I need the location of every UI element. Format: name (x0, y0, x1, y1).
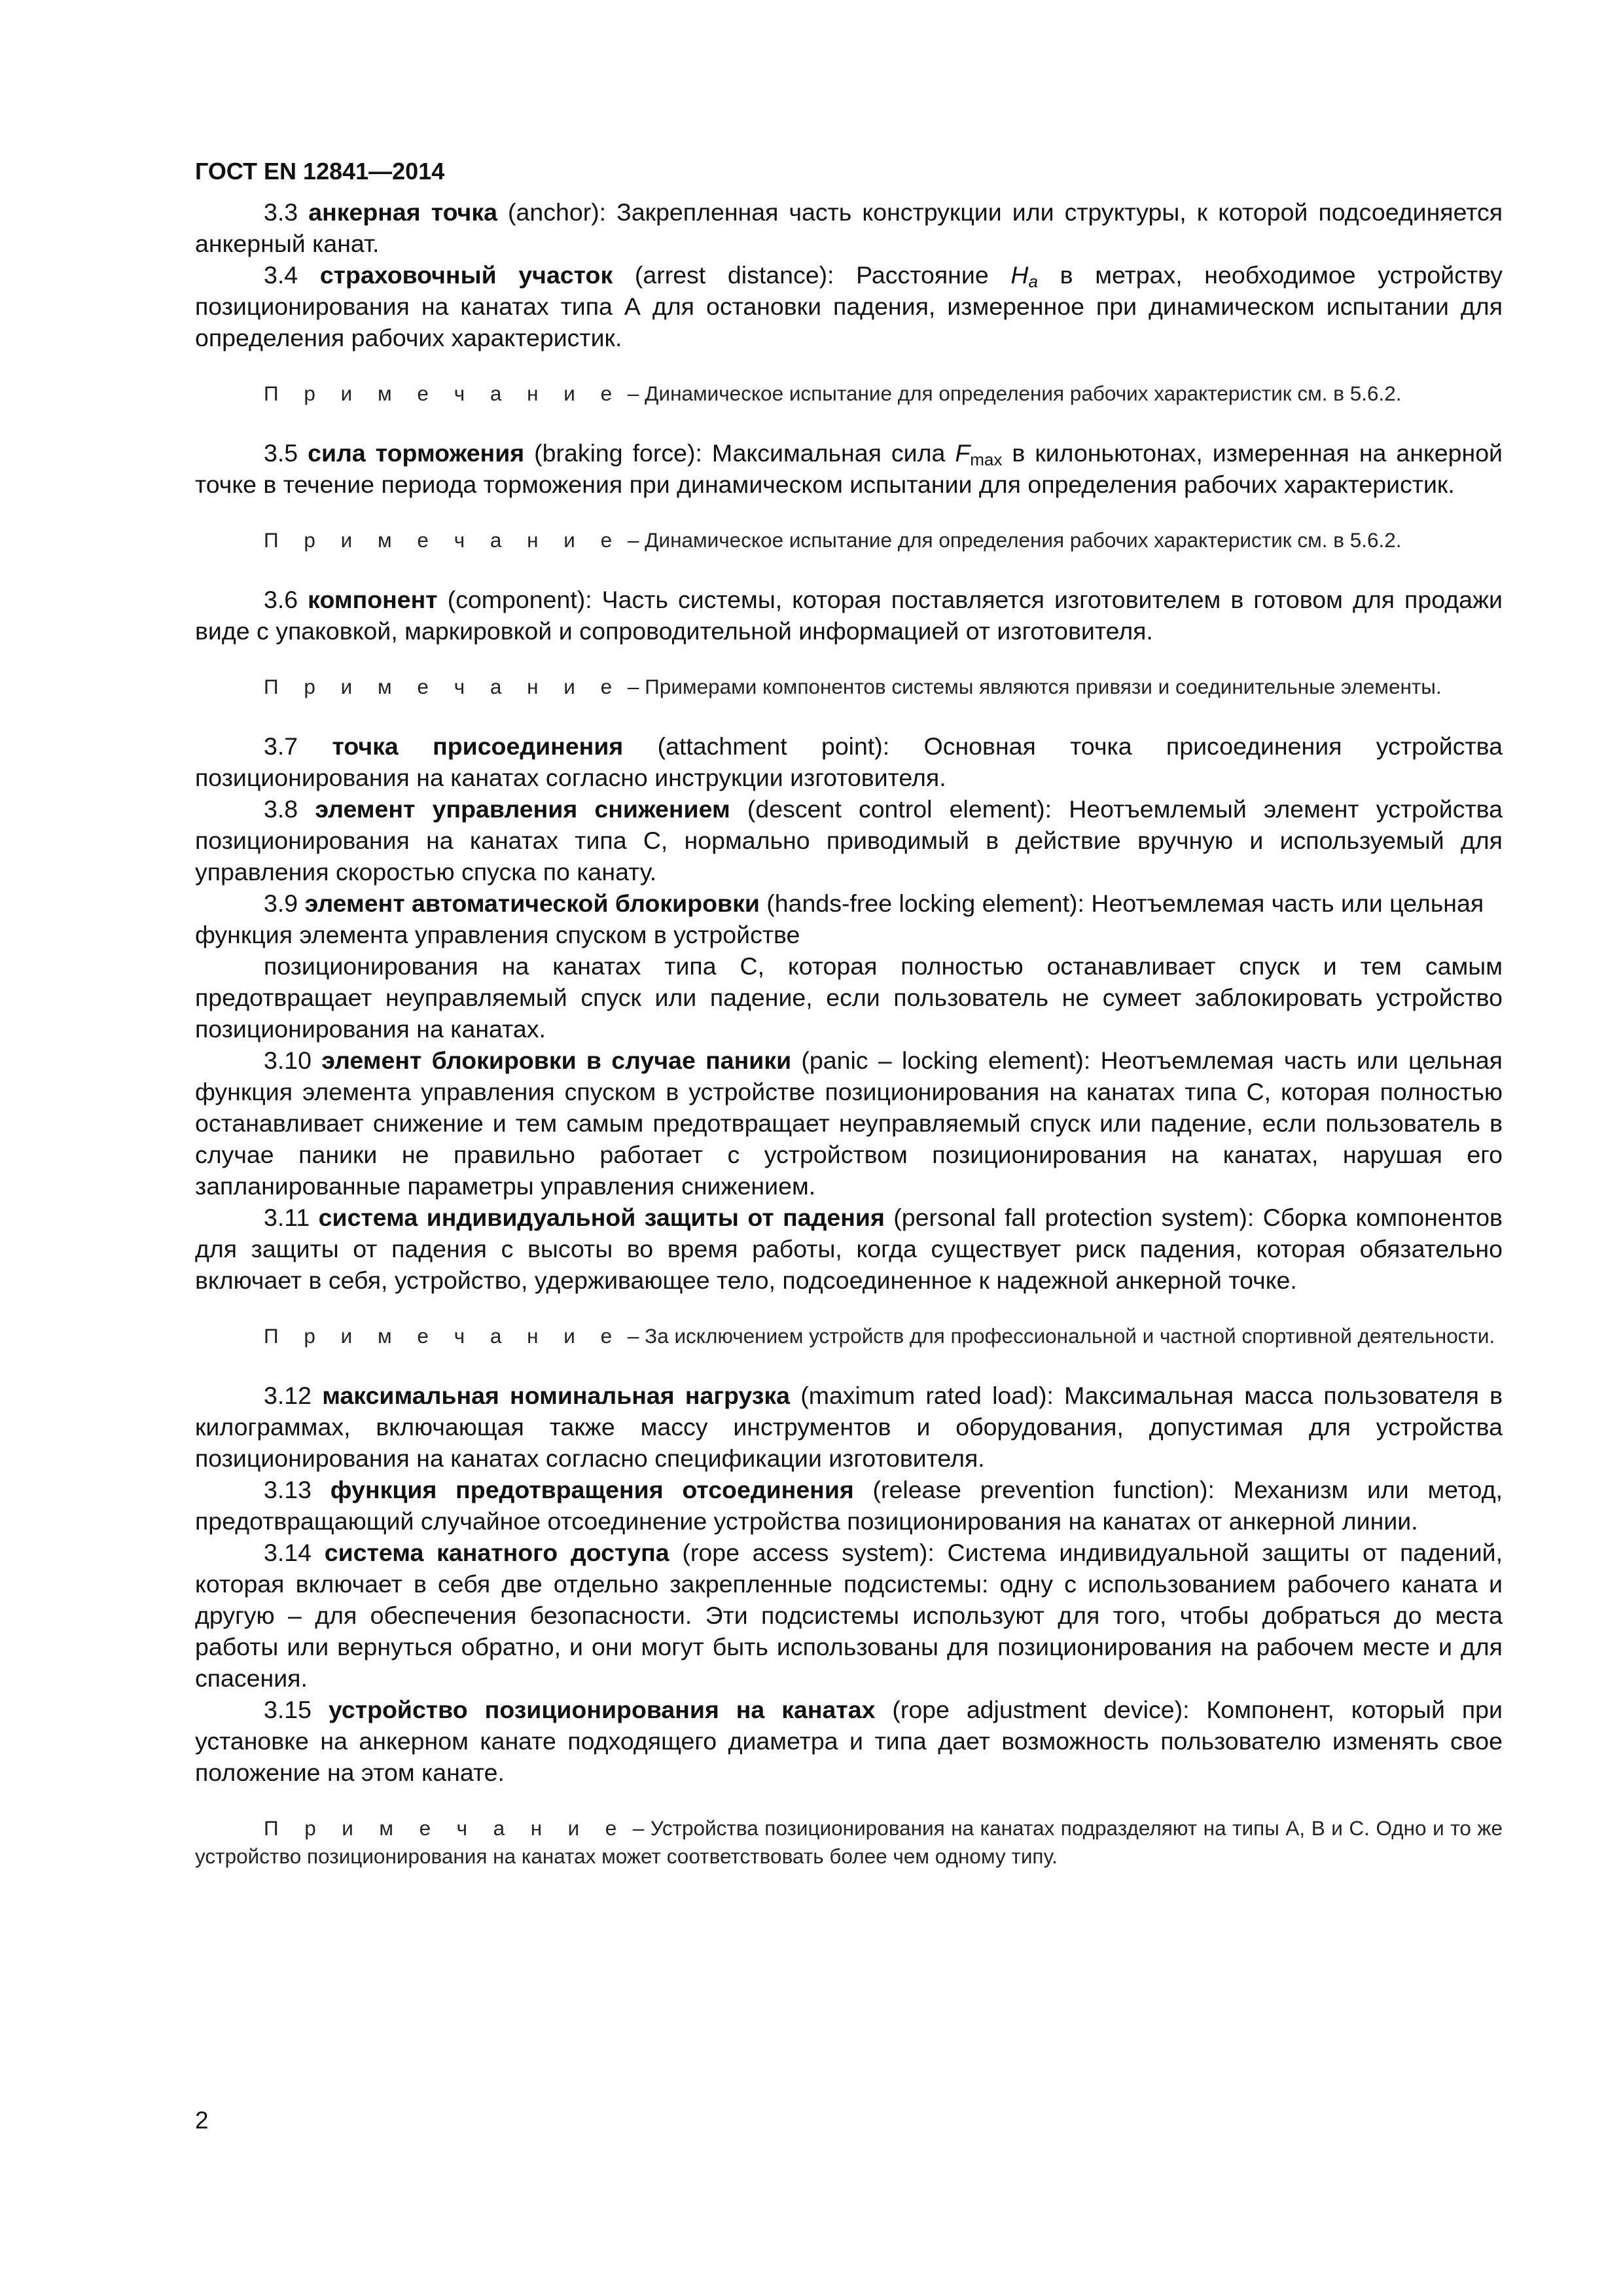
definition-text: (rope adjustment device): Компонент, который при установке на анкерном канате подходящего диаметра и типа дает возможность пользователю изменять свое положение на этом канате. (195, 1696, 1503, 1786)
note-label: П р и м е ч а н и е (264, 382, 622, 405)
definition-term: система канатного доступа (324, 1539, 669, 1566)
definition-text: в метрах, необходимое устройству позиционирования на канатах типа А для остановки падения, измеренное при динамическом испытании для определения рабочих характеристик. (195, 261, 1503, 351)
definition-term: элемент блокировки в случае паники (321, 1047, 792, 1074)
definition-3-15 (195, 1694, 1503, 1788)
definition-term: компонент (308, 586, 438, 613)
note (195, 1322, 1503, 1350)
definition-3-8 (195, 793, 1503, 888)
note (195, 673, 1503, 701)
definitions-body (195, 196, 1503, 1871)
note (195, 380, 1503, 408)
definition-text: (component): Часть системы, которая поставляется изготовителем в готовом для продажи виде с упаковкой, маркировкой и сопроводительной информацией от изготовителя. (195, 586, 1503, 645)
definition-number: 3.13 (264, 1476, 312, 1503)
note-text: – Динамическое испытание для определения рабочих характеристик см. в 5.6.2. (622, 382, 1402, 405)
definition-3-9-continuation: позиционирования на канатах типа С, которая полностью останавливает спуск и тем самым предотвращает неуправляемый спуск или падение, если пользователь не сумеет заблокировать устройство позиционирования на канатах. (195, 952, 1503, 1043)
definition-term: элемент управления снижением (315, 795, 730, 823)
definition-3-13 (195, 1474, 1503, 1537)
definition-3-6 (195, 584, 1503, 647)
definition-term: элемент автоматической блокировки (304, 889, 760, 917)
note-label: П р и м е ч а н и е (264, 1324, 622, 1348)
definition-number: 3.11 (264, 1204, 310, 1231)
note-label: П р и м е ч а н и е (264, 528, 622, 552)
definition-number: 3.3 (264, 198, 298, 226)
note (195, 1814, 1503, 1871)
definition-number: 3.15 (264, 1696, 312, 1723)
note-text: – Примерами компонентов системы являются привязи и соединительные элементы. (622, 675, 1442, 698)
definition-3-3 (195, 196, 1503, 259)
definition-3-14 (195, 1537, 1503, 1694)
definition-term: устройство позиционирования на канатах (328, 1696, 876, 1723)
definition-number: 3.4 (264, 261, 298, 289)
definition-number: 3.9 (264, 889, 298, 917)
definition-text: (rope access system): Система индивидуальной защиты от падений, которая включает в себя две отдельно закрепленные подсистемы: одну с использованием рабочего каната и другую – для обеспечения безопасности. Эти подсистемы используют для того, чтобы добраться до места работы или вернуться обратно, и они могут быть использованы для позиционирования на рабочем месте и для спасения. (195, 1539, 1503, 1692)
definition-3-9 (195, 888, 1503, 950)
definition-number: 3.7 (264, 732, 298, 760)
symbol-variable: H (1010, 261, 1029, 289)
definition-term: функция предотвращения отсоединения (330, 1476, 854, 1503)
definition-text: (personal fall protection system): Сборка компонентов для защиты от падения с высоты во время работы, когда существует риск падения, которая обязательно включает в себя, устройство, удерживающее тело, подсоединенное к надежной анкерной точке. (195, 1204, 1503, 1294)
definition-text: в килоньютонах, измеренная на анкерной точке в течение периода торможения при динамическом испытании для определения рабочих характеристик. (195, 439, 1503, 498)
definition-3-11 (195, 1202, 1503, 1296)
standard-header: ГОСТ EN 12841—2014 (195, 158, 445, 185)
definition-text: (panic – locking element): Неотъемлемая часть или цельная функция элемента управления спуском в устройстве позиционирования на канатах типа С, которая полностью останавливает снижение и тем самым предотвращает неуправляемый спуск или падение, если пользователь в случае паники не правильно работает с устройством позиционирования на канатах, нарушая его запланированные параметры управления снижением. (195, 1047, 1503, 1200)
definition-text: (descent control element): Неотъемлемый элемент устройства позиционирования на канатах типа С, нормально приводимый в действие вручную и используемый для управления скоростью спуска по канату. (195, 795, 1503, 886)
definition-term: точка присоединения (332, 732, 624, 760)
symbol-subscript: max (970, 450, 1003, 469)
definition-text: (hands-free locking element): Неотъемлемая часть или цельная функция элемента управления спуском в устройстве (195, 889, 1484, 948)
symbol-variable: F (955, 439, 971, 467)
note (195, 526, 1503, 554)
page-number: 2 (195, 2107, 209, 2134)
definition-term: сила торможения (308, 439, 525, 467)
definition-term: страховочный участок (319, 261, 613, 289)
definition-number: 3.12 (264, 1382, 312, 1409)
symbol-subscript: a (1028, 272, 1038, 291)
note-label: П р и м е ч а н и е (264, 1816, 627, 1840)
definition-number: 3.6 (264, 586, 298, 613)
definition-number: 3.5 (264, 439, 298, 467)
definition-text: (arrest distance): Расстояние (613, 261, 1011, 289)
definition-term: анкерная точка (308, 198, 497, 226)
definition-term: максимальная номинальная нагрузка (322, 1382, 791, 1409)
definition-3-12 (195, 1380, 1503, 1474)
definition-text: (attachment point): Основная точка присоединения устройства позиционирования на канатах согласно инструкции изготовителя. (195, 732, 1503, 791)
note-text: – Устройства позиционирования на канатах подразделяют на типы А, В и С. Одно и то же устройство позиционирования на канатах может соответствовать более чем одному типу. (195, 1816, 1503, 1868)
definition-text: (braking force): Максимальная сила (524, 439, 955, 467)
note-text: – За исключением устройств для профессиональной и частной спортивной деятельности. (622, 1324, 1495, 1348)
definition-text: (anchor): Закрепленная часть конструкции или структуры, к которой подсоединяется анкерный канат. (195, 198, 1503, 257)
definition-text: (release prevention function): Механизм или метод, предотвращающий случайное отсоединение устройства позиционирования на канатах от анкерной линии. (195, 1476, 1503, 1535)
definition-number: 3.8 (264, 795, 298, 823)
definition-number: 3.10 (264, 1047, 312, 1074)
definition-text: (maximum rated load): Максимальная масса пользователя в килограммах, включающая также массу инструментов и оборудования, допустимая для устройства позиционирования на канатах согласно спецификации изготовителя. (195, 1382, 1503, 1472)
note-text: – Динамическое испытание для определения рабочих характеристик см. в 5.6.2. (622, 528, 1402, 552)
note-label: П р и м е ч а н и е (264, 675, 622, 698)
definition-3-4 (195, 259, 1503, 353)
definition-3-10 (195, 1045, 1503, 1202)
definition-number: 3.14 (264, 1539, 312, 1566)
definition-3-7 (195, 730, 1503, 793)
definition-term: система индивидуальной защиты от падения (318, 1204, 885, 1231)
definition-3-5 (195, 437, 1503, 500)
